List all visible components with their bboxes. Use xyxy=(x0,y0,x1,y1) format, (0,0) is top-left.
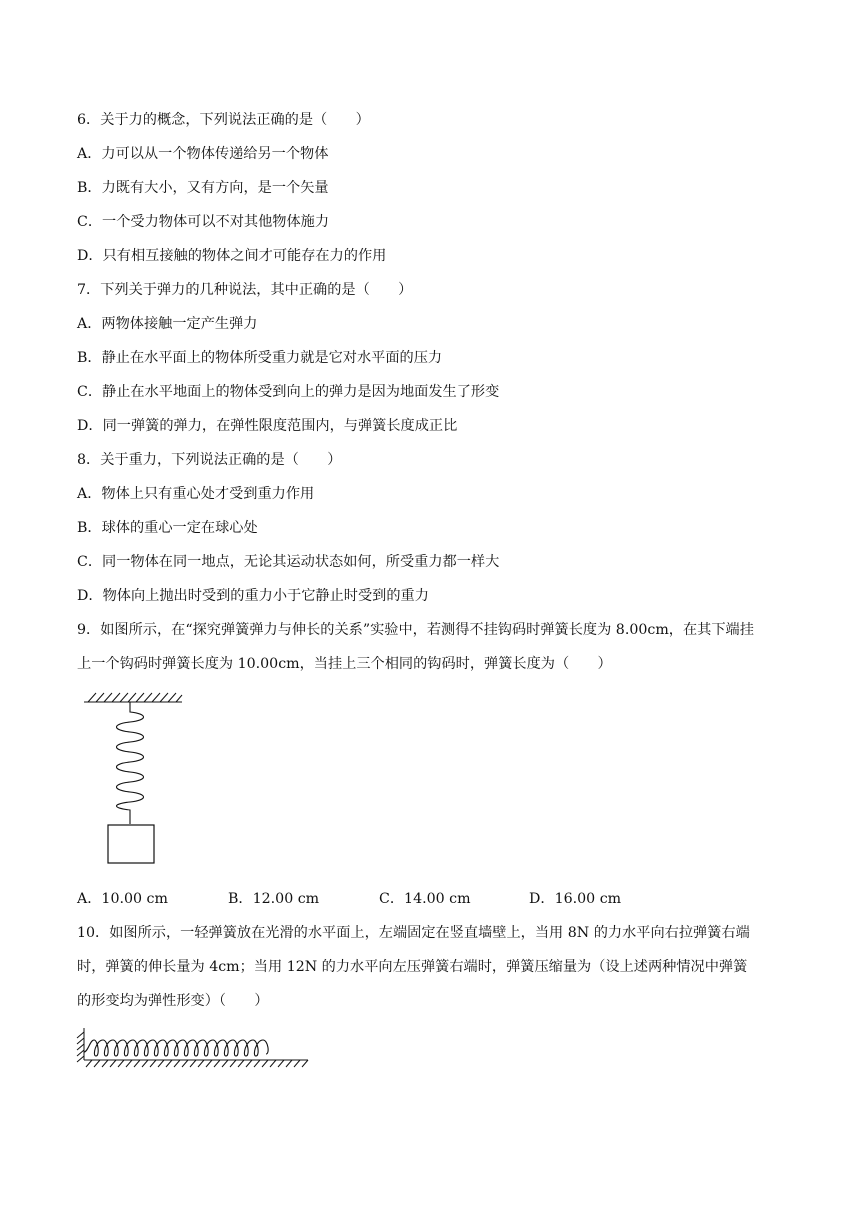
question-9-option-d: D．16.00 cm xyxy=(529,891,622,907)
question-10-stem-line-3: 的形变均为弹性形变）（ ） xyxy=(77,993,269,1009)
question-8-stem: 8．关于重力，下列说法正确的是（ ） xyxy=(77,452,342,468)
question-6-option-d: D．只有相互接触的物体之间才可能存在力的作用 xyxy=(77,248,387,264)
question-9-option-a: A．10.00 cm xyxy=(77,891,168,907)
question-9-option-c: C．14.00 cm xyxy=(379,891,471,907)
question-9-stem-line-2: 上一个钩码时弹簧长度为 10.00cm，当挂上三个相同的钩码时，弹簧长度为（ ） xyxy=(77,656,612,672)
question-6-option-b: B．力既有大小，又有方向，是一个矢量 xyxy=(77,180,329,196)
question-7-stem: 7．下列关于弹力的几种说法，其中正确的是（ ） xyxy=(77,282,413,298)
question-10-stem-line-1: 10．如图所示，一轻弹簧放在光滑的水平面上，左端固定在竖直墙壁上，当用 8N 的力水平向右拉弹簧右端 xyxy=(77,925,750,941)
hanging-spring-figure xyxy=(82,692,186,868)
question-6-option-a: A．力可以从一个物体传递给另一个物体 xyxy=(77,146,329,162)
wall-and-floor-hatching xyxy=(77,1028,308,1067)
question-8-option-d: D．物体向上抛出时受到的重力小于它静止时受到的重力 xyxy=(77,588,429,604)
question-7-option-a: A．两物体接触一定产生弹力 xyxy=(77,316,258,332)
question-9-option-b: B．12.00 cm xyxy=(228,891,320,907)
ceiling-hatching xyxy=(84,693,182,702)
question-7-option-d: D．同一弹簧的弹力，在弹性限度范围内，与弹簧长度成正比 xyxy=(77,418,458,434)
question-7-option-c: C．静止在水平地面上的物体受到向上的弹力是因为地面发生了形变 xyxy=(77,384,500,400)
vertical-spring-coil xyxy=(117,702,144,824)
question-6-option-c: C．一个受力物体可以不对其他物体施力 xyxy=(77,214,330,230)
question-8-option-c: C．同一物体在同一地点，无论其运动状态如何，所受重力都一样大 xyxy=(77,554,500,570)
question-10-stem-line-2: 时，弹簧的伸长量为 4cm；当用 12N 的力水平向左压弹簧右端时，弹簧压缩量为（设上述两种情况中弹簧 xyxy=(77,959,748,975)
question-6-stem: 6．关于力的概念，下列说法正确的是（ ） xyxy=(77,112,370,128)
hanging-weight-block xyxy=(108,825,154,863)
horizontal-spring-figure xyxy=(74,1026,314,1072)
horizontal-spring-coil xyxy=(84,1040,268,1056)
question-8-option-a: A．物体上只有重心处才受到重力作用 xyxy=(77,486,315,502)
question-7-option-b: B．静止在水平面上的物体所受重力就是它对水平面的压力 xyxy=(77,350,443,366)
question-8-option-b: B．球体的重心一定在球心处 xyxy=(77,520,258,536)
question-9-stem-line-1: 9．如图所示，在“探究弹簧弹力与伸长的关系”实验中，若测得不挂钩码时弹簧长度为 8.00cm，在其下端挂 xyxy=(77,622,754,638)
